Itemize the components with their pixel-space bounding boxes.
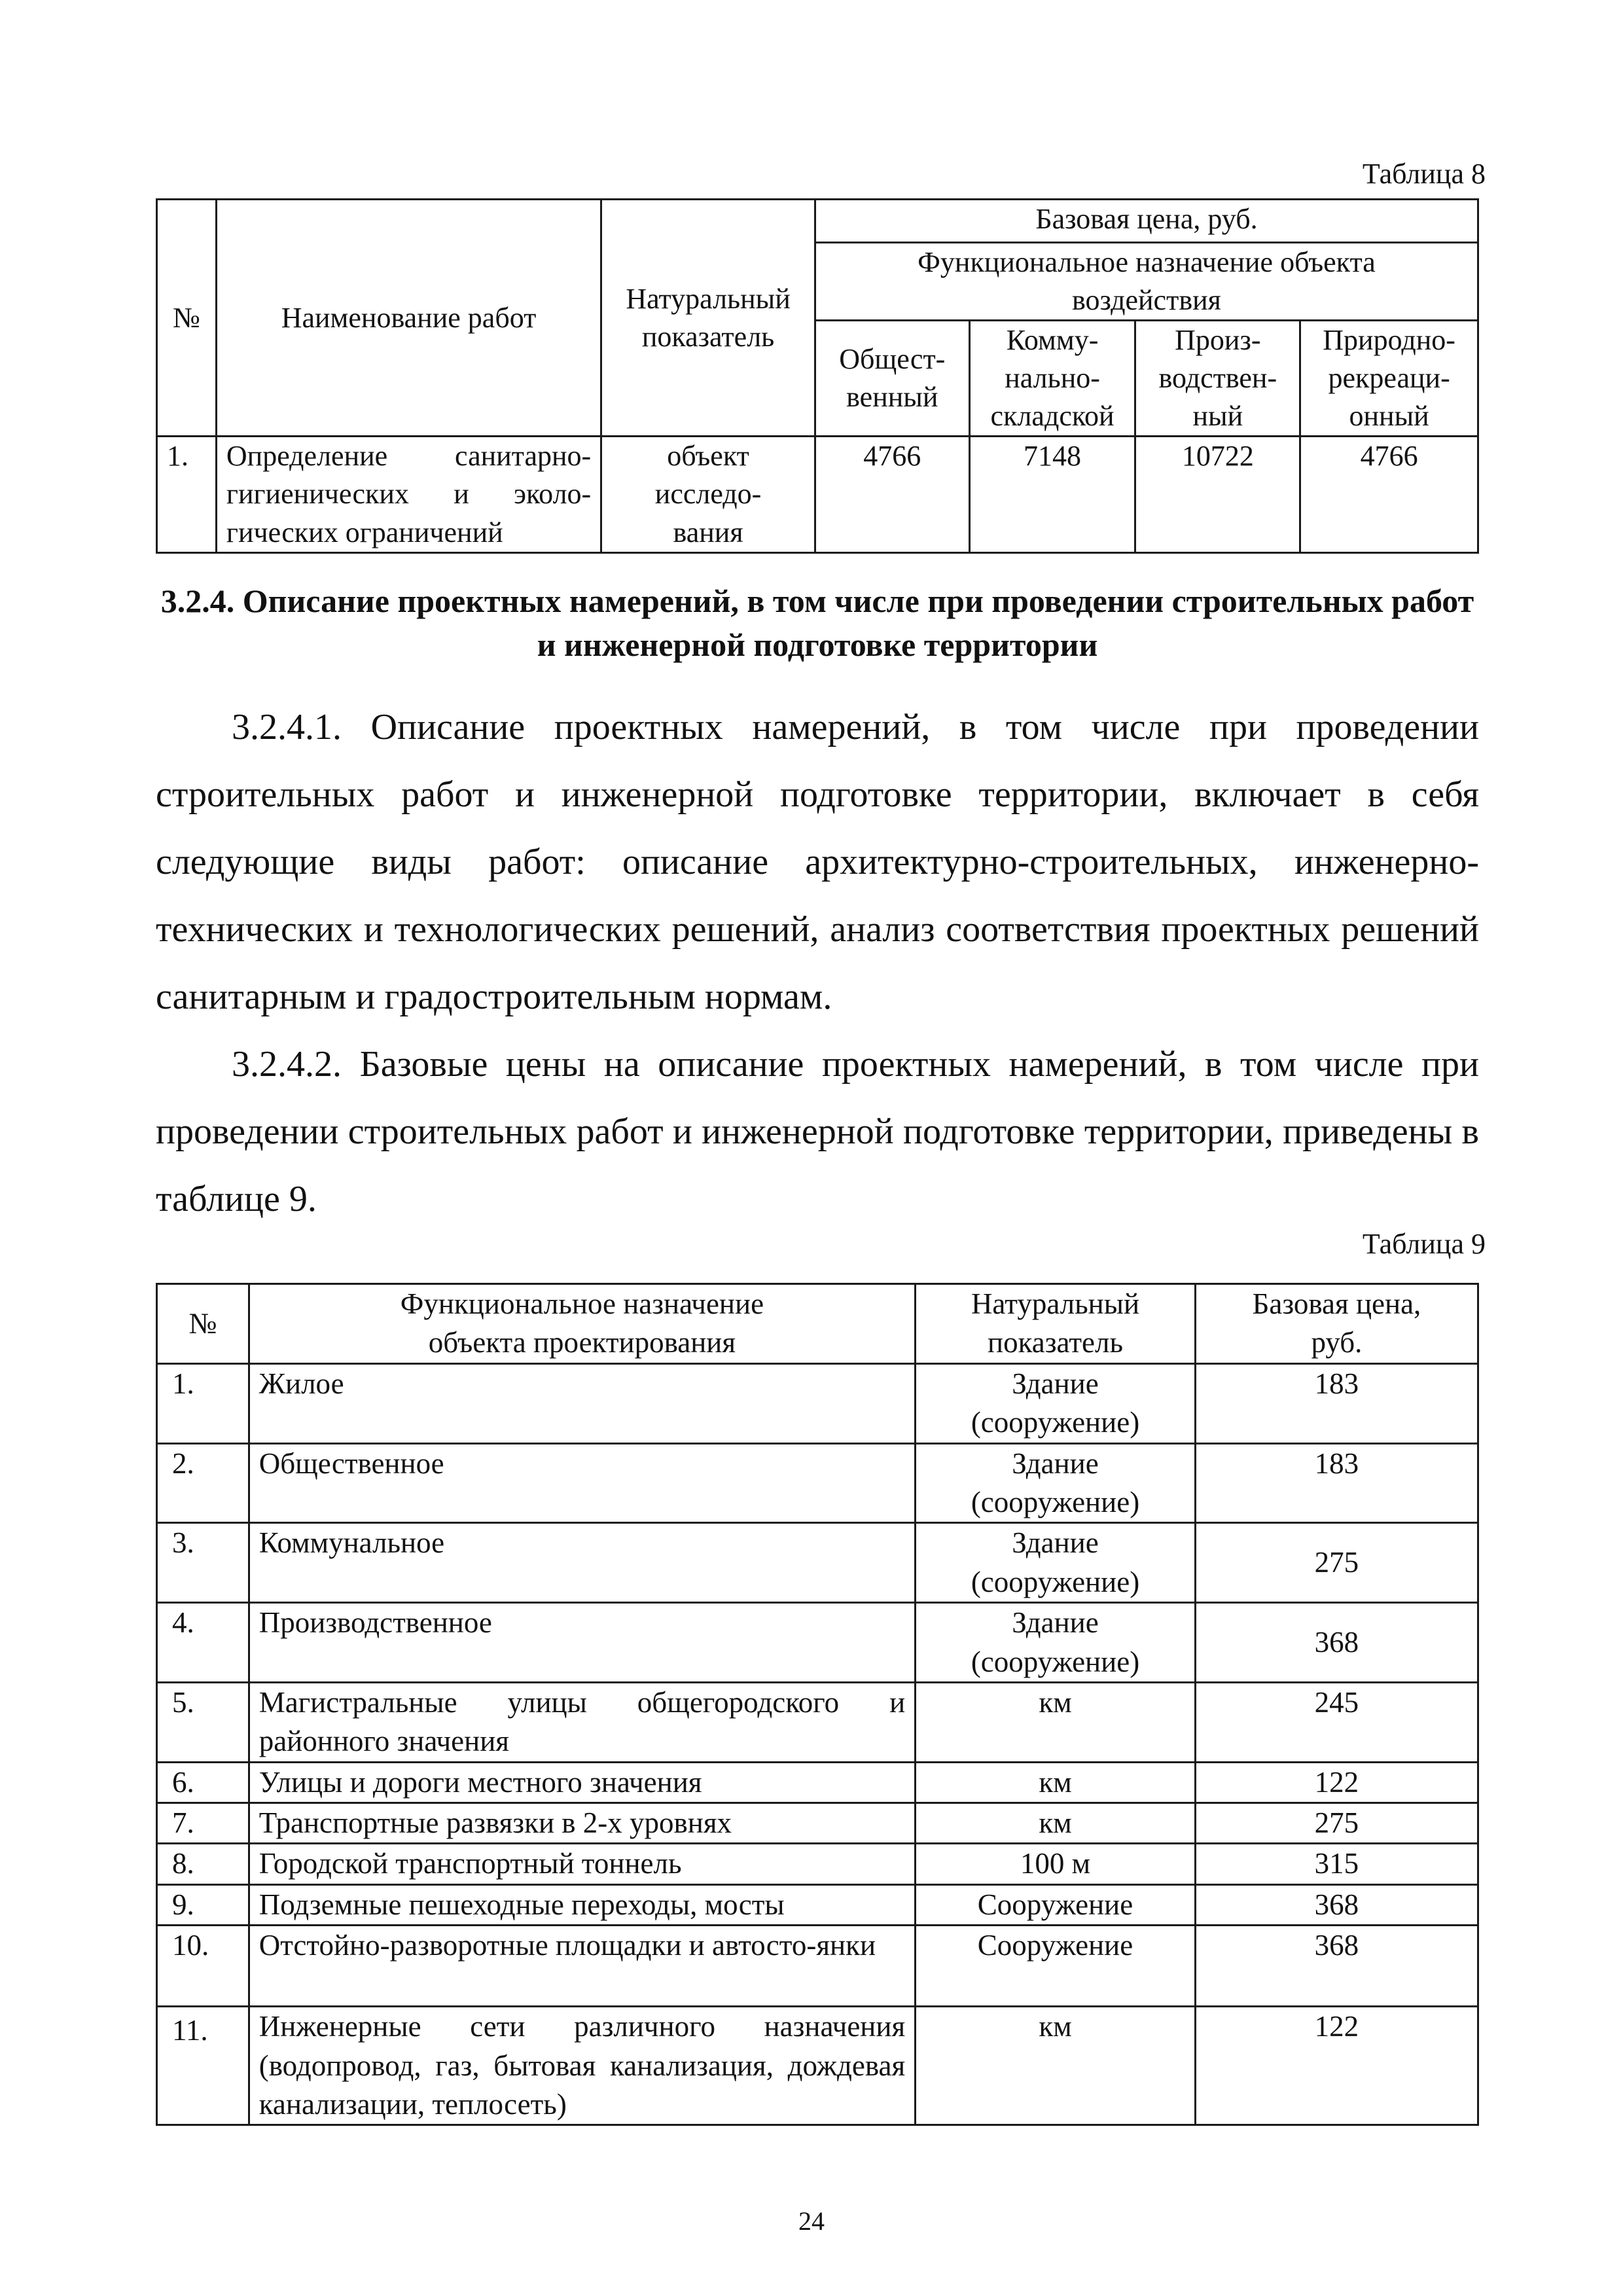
t9-row-price: 183 — [1195, 1443, 1478, 1523]
t9-row-name: Коммунальное — [249, 1523, 915, 1603]
t9-row-unit: Сооружение — [916, 1926, 1196, 2007]
t8-col-recreational: Природно-рекреаци-онный — [1300, 321, 1478, 437]
t9-row-num: 3. — [157, 1523, 249, 1603]
table-row — [157, 1803, 1478, 1844]
t9-row-price: 368 — [1195, 1884, 1478, 1925]
t9-row-price: 122 — [1195, 1762, 1478, 1803]
t9-row-unit: км — [916, 1762, 1196, 1803]
t9-row-unit: км — [916, 1682, 1196, 1762]
t9-row-num: 4. — [157, 1603, 249, 1683]
t8-header-name: Наименование работ — [216, 200, 601, 437]
t9-row-price: 368 — [1195, 1926, 1478, 2007]
table-row — [157, 1844, 1478, 1884]
t9-row-name: Инженерные сети различного назначения (водопровод, газ, бытовая канализация, дождевая канализации, теплосеть) — [249, 2007, 915, 2125]
t9-row-num: 10. — [157, 1926, 249, 2007]
t9-row-name: Отстойно-разворотные площадки и автосто-янки — [249, 1926, 915, 2007]
t8-row-value: 4766 — [1300, 437, 1478, 552]
t9-header-price: Базовая цена, руб. — [1195, 1284, 1478, 1364]
t9-header-unit: Натуральный показатель — [916, 1284, 1196, 1364]
t9-row-unit: Здание (сооружение) — [916, 1443, 1196, 1523]
t9-row-unit: Здание (сооружение) — [916, 1603, 1196, 1683]
t9-row-num: 7. — [157, 1803, 249, 1844]
t9-row-price: 315 — [1195, 1844, 1478, 1884]
t9-row-name: Магистральные улицы общегородского и районного значения — [249, 1682, 915, 1762]
table-row — [157, 1443, 1478, 1523]
t9-row-price: 275 — [1195, 1523, 1478, 1603]
t8-col-communal: Комму-нально-складской — [969, 321, 1135, 437]
table-row — [157, 1523, 1478, 1603]
t9-row-num: 8. — [157, 1844, 249, 1884]
t9-row-name: Подземные пешеходные переходы, мосты — [249, 1884, 915, 1925]
t9-row-price: 183 — [1195, 1363, 1478, 1443]
table9-caption: Таблица 9 — [1362, 1228, 1486, 1260]
t8-row-value: 4766 — [815, 437, 969, 552]
t9-row-price: 245 — [1195, 1682, 1478, 1762]
page-number: 24 — [798, 2206, 825, 2236]
t9-row-name: Транспортные развязки в 2-х уровнях — [249, 1803, 915, 1844]
t9-row-unit: Здание (сооружение) — [916, 1363, 1196, 1443]
t9-header-num: № — [157, 1284, 249, 1364]
t9-row-price: 275 — [1195, 1803, 1478, 1844]
t9-row-name: Улицы и дороги местного значения — [249, 1762, 915, 1803]
t8-header-function: Функциональное назначение объекта воздействия — [815, 243, 1478, 321]
t9-row-num: 2. — [157, 1443, 249, 1523]
t9-row-name: Общественное — [249, 1443, 915, 1523]
t9-row-num: 6. — [157, 1762, 249, 1803]
paragraph-1: 3.2.4.1. Описание проектных намерений, в том числе при проведении строительных работ и инженерной подготовке территории, включает в себя следующие виды работ: описание архитектурно-строительных, инженерно-технических и технологических решений, анализ соответствия проектных решений санитарным и градостроительным нормам. — [156, 707, 1479, 1017]
t9-row-unit: км — [916, 1803, 1196, 1844]
t9-row-price: 368 — [1195, 1603, 1478, 1683]
t9-row-price: 122 — [1195, 2007, 1478, 2125]
t8-row-value: 7148 — [969, 437, 1135, 552]
table-row — [157, 437, 1478, 552]
t9-row-name: Городской транспортный тоннель — [249, 1844, 915, 1884]
t8-header-price: Базовая цена, руб. — [815, 200, 1478, 243]
table-row — [157, 1762, 1478, 1803]
t9-header-name: Функциональное назначение объекта проектирования — [249, 1284, 915, 1364]
t9-row-num: 11. — [157, 2007, 249, 2125]
t9-row-unit: 100 м — [916, 1844, 1196, 1884]
t8-header-num: № — [157, 200, 217, 437]
t8-header-unit: Натуральный показатель — [601, 200, 815, 437]
t8-row-unit: объект исследо-вания — [601, 437, 815, 552]
t9-row-num: 9. — [157, 1884, 249, 1925]
table8 — [156, 198, 1479, 554]
t8-row-num: 1. — [157, 437, 217, 552]
t9-row-name: Производственное — [249, 1603, 915, 1683]
t9-row-name: Жилое — [249, 1363, 915, 1443]
table-row — [157, 1363, 1478, 1443]
t9-row-unit: Сооружение — [916, 1884, 1196, 1925]
table-row — [157, 1603, 1478, 1683]
t9-row-unit: Здание (сооружение) — [916, 1523, 1196, 1603]
table-row — [157, 2007, 1478, 2125]
table-row — [157, 1884, 1478, 1925]
t8-row-name: Определение санитарно-гигиенических и эколо-гических ограничений — [216, 437, 601, 552]
t9-row-num: 5. — [157, 1682, 249, 1762]
section-heading: 3.2.4. Описание проектных намерений, в том числе при проведении строительных работ и инженерной подготовке территории — [160, 583, 1474, 663]
table8-caption: Таблица 8 — [1362, 158, 1486, 190]
table-row — [157, 1926, 1478, 2007]
paragraph-2: 3.2.4.2. Базовые цены на описание проектных намерений, в том числе при проведении строительных работ и инженерной подготовке территории, приведены в таблице 9. — [156, 1044, 1479, 1219]
table9 — [156, 1283, 1479, 2126]
t9-row-num: 1. — [157, 1363, 249, 1443]
t8-col-industrial: Произ-водствен-ный — [1135, 321, 1300, 437]
t8-col-public: Общест-венный — [815, 321, 969, 437]
table-row — [157, 1682, 1478, 1762]
t8-row-value: 10722 — [1135, 437, 1300, 552]
t9-row-unit: км — [916, 2007, 1196, 2125]
